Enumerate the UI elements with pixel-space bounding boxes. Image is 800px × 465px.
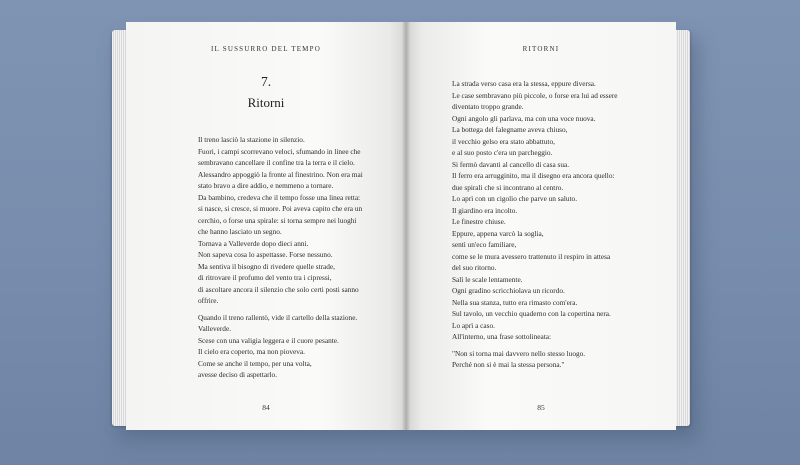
text-line: Ogni angolo gli parlava, ma con una voce nuova. (452, 113, 596, 123)
text-line: diventato troppo grande. (452, 102, 524, 111)
text-line: come se le mura avessero trattenuto il respiro in attesa (452, 251, 611, 261)
text-line: Eppure, appena varcò la soglia, (452, 228, 544, 238)
text-line: Lo aprì a caso. (452, 320, 495, 330)
text-line: sentì un'eco familiare, (452, 240, 517, 249)
text-line: Alessandro appoggiò la fronte al finestrino. Non era mai (198, 169, 363, 179)
text-line: Da bambino, credeva che il tempo fosse una linea retta: (198, 192, 361, 202)
text-line: Perché non si è mai la stessa persona." (452, 360, 565, 369)
text-line: il vecchio gelso era stato abbattuto, (452, 136, 555, 146)
text-line: Valleverde. (198, 324, 232, 333)
text-line: Fuori, i campi scorrevano veloci, sfumando in linee che (198, 146, 361, 156)
text-line: La bottega del falegname aveva chiuso, (452, 125, 568, 134)
text-line: La strada verso casa era la stessa, eppure diversa. (452, 79, 596, 88)
text-line: Il ferro era arrugginito, ma il disegno era ancora quello: (452, 171, 615, 180)
text-line: Tornava a Valleverde dopo dieci anni. (198, 238, 309, 248)
text-line: Come se anche il tempo, per una volta, (198, 358, 312, 368)
text-line: si nasce, si cresce, si muore. Poi aveva capito che era un (198, 204, 363, 213)
text-line: Ma sentiva il bisogno di rivedere quelle strade, (198, 261, 335, 271)
text-line: Sul tavolo, un vecchio quaderno con la copertina nera. (452, 309, 611, 318)
right-page (406, 22, 676, 430)
text-line: Il cielo era coperto, ma non pioveva. (198, 347, 305, 356)
left-page (126, 22, 406, 430)
text-line: offrire. (198, 296, 219, 305)
text-line: cerchio, o forse una spirale: si torna sempre nei luoghi (198, 215, 357, 225)
text-line: di ascoltare ancora il silenzio che solo certi posti sanno (198, 284, 359, 294)
running-head-right: RITORNI (522, 45, 560, 53)
page-number-left: 84 (262, 403, 270, 412)
text-line: Salì le scale lentamente. (452, 274, 523, 284)
text-line: Le finestre chiuse. (452, 217, 506, 226)
paragraph (452, 78, 642, 343)
text-line: All'interno, una frase sottolineata: (452, 332, 551, 341)
text-line: Lo aprì con un cigolio che parve un saluto. (452, 194, 578, 203)
text-line: di ritrovare il profumo del vento tra i cipressi, (198, 273, 332, 282)
text-line: "Non si torna mai davvero nello stesso luogo. (452, 348, 586, 358)
page-number-right: 85 (537, 403, 545, 412)
text-line: Non sapeva cosa lo aspettasse. Forse nessuno. (198, 250, 333, 259)
text-line: che hanno lasciato un segno. (198, 227, 282, 236)
paragraph (198, 312, 388, 381)
text-line: sembravano cancellare il confine tra la terra e il cielo. (198, 158, 355, 167)
running-head-left: IL SUSSURRO DEL TEMPO (211, 45, 321, 53)
paragraph (198, 134, 388, 307)
text-line: avesse deciso di aspettarlo. (198, 370, 278, 379)
text-line: stato bravo a dire addio, e nemmeno a tornare. (198, 181, 334, 190)
chapter-number: 7. (260, 74, 272, 89)
book-gutter (402, 22, 410, 430)
left-body-text (198, 134, 388, 381)
text-line: due spirali che si incontrano al centro. (452, 182, 564, 192)
text-line: Nella sua stanza, tutto era rimasto com'era. (452, 297, 578, 307)
right-body-text (452, 78, 642, 371)
text-line: Quando il treno rallentò, vide il cartello della stazione. (198, 312, 358, 322)
text-line: Scese con una valigia leggera e il cuore pesante. (198, 335, 339, 345)
text-line: Ogni gradino scricchiolava un ricordo. (452, 286, 565, 295)
text-line: Il treno lasciò la stazione in silenzio. (198, 135, 305, 144)
chapter-title: Ritorni (247, 95, 285, 110)
text-line: Il giardino era incolto. (452, 205, 518, 215)
text-line: Le case sembravano più piccole, o forse era lui ad essere (452, 90, 618, 100)
text-line: e al suo posto c'era un parcheggio. (452, 148, 553, 157)
paragraph (452, 348, 642, 371)
text-line: Si fermò davanti al cancello di casa sua. (452, 159, 570, 169)
text-line: del suo ritorno. (452, 263, 497, 272)
open-book (112, 22, 690, 434)
